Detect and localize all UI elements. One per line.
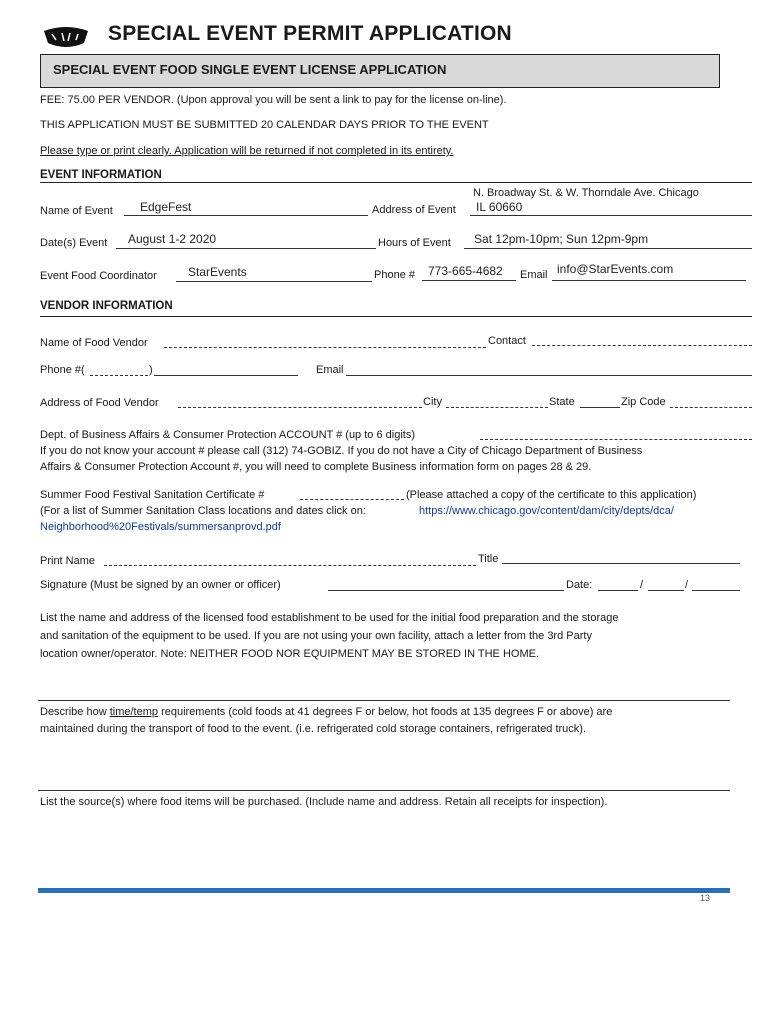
vendor-city-label: City	[423, 396, 442, 408]
certificate-link[interactable]: https://www.chicago.gov/content/dam/city/depts/dca/	[419, 505, 674, 517]
account-note-1: If you do not know your account # please call (312) 74-GOBIZ. If you do not have a City of Chicago Department of Business	[40, 445, 643, 457]
vendor-state-field[interactable]	[580, 407, 620, 408]
section-divider	[40, 316, 752, 317]
vendor-city-field[interactable]	[446, 407, 548, 408]
coordinator-email-label: Email	[520, 269, 548, 281]
sources-question: List the source(s) where food items will be purchased. (Include name and address. Retain all receipts for inspection).	[40, 796, 608, 808]
city-logo	[42, 25, 90, 49]
facility-question-2: and sanitation of the equipment to be used. If you are not using your own facility, attach a letter from the 3rd Party	[40, 630, 592, 642]
event-name-label: Name of Event	[40, 205, 113, 217]
event-name-field[interactable]: EdgeFest	[140, 200, 192, 214]
date-label: Date:	[566, 579, 593, 591]
footer-accent-bar	[38, 888, 730, 893]
vendor-address-field[interactable]	[178, 407, 422, 408]
form-subtitle: SPECIAL EVENT FOOD SINGLE EVENT LICENSE APPLICATION	[53, 62, 447, 77]
coordinator-field[interactable]: StarEvents	[188, 265, 247, 279]
title-field[interactable]	[502, 563, 740, 564]
fee-text: FEE: 75.00 PER VENDOR. (Upon approval you will be sent a link to pay for the license on-line).	[40, 94, 507, 106]
date-day-field[interactable]	[648, 590, 684, 591]
section-divider	[40, 182, 752, 183]
form-subtitle-box	[40, 54, 720, 88]
date-separator: /	[640, 579, 644, 591]
signature-field[interactable]	[328, 590, 564, 591]
facility-question-1: List the name and address of the licensed food establishment to be used for the initial food preparation and the storage	[40, 612, 619, 624]
account-note-2: Affairs & Consumer Protection Account #, you will need to complete Business information form on pages 28 & 29.	[40, 461, 592, 473]
vendor-info-heading: VENDOR INFORMATION	[40, 300, 173, 312]
temp-question-prefix: Describe how	[40, 706, 107, 718]
title-label: Title	[478, 553, 499, 565]
coordinator-phone-field[interactable]: 773-665-4682	[428, 264, 503, 278]
certificate-link-cont[interactable]: Neighborhood%20Festivals/summersanprovd.pdf	[40, 521, 281, 533]
vendor-name-label: Name of Food Vendor	[40, 337, 148, 349]
facility-answer-line[interactable]	[38, 700, 730, 701]
vendor-phone-field[interactable]	[154, 375, 298, 376]
coordinator-phone-line	[422, 280, 516, 281]
vendor-zip-label: Zip Code	[621, 396, 666, 408]
event-address-field[interactable]: IL 60660	[476, 200, 523, 214]
vendor-address-label: Address of Food Vendor	[40, 397, 159, 409]
event-address-label: Address of Event	[372, 204, 456, 216]
vendor-state-label: State	[549, 396, 575, 408]
vendor-phone-area-field[interactable]	[90, 375, 148, 376]
event-dates-line	[116, 248, 376, 249]
event-dates-label: Date(s) Event	[40, 237, 108, 249]
event-hours-field[interactable]: Sat 12pm-10pm; Sun 12pm-9pm	[474, 232, 649, 246]
print-name-field[interactable]	[104, 565, 476, 566]
event-dates-field[interactable]: August 1-2 2020	[128, 232, 217, 246]
event-address-line1[interactable]: N. Broadway St. & W. Thorndale Ave. Chicago	[473, 187, 699, 199]
event-info-heading: EVENT INFORMATION	[40, 169, 162, 181]
temp-question-2: maintained during the transport of food to the event. (i.e. refrigerated cold storage containers, refrigerated truck).	[40, 723, 587, 735]
vendor-contact-label: Contact	[488, 335, 526, 347]
coordinator-email-line	[552, 280, 746, 281]
coordinator-line	[176, 281, 372, 282]
vendor-email-field[interactable]	[346, 375, 752, 376]
event-name-line	[124, 215, 368, 216]
vendor-contact-field[interactable]	[532, 345, 752, 346]
date-month-field[interactable]	[598, 590, 638, 591]
temp-question-1	[40, 706, 612, 718]
vendor-email-label: Email	[316, 364, 344, 376]
vendor-zip-field[interactable]	[670, 407, 752, 408]
account-label: Dept. of Business Affairs & Consumer Protection ACCOUNT # (up to 6 digits)	[40, 429, 415, 441]
vendor-phone-label: Phone #(	[40, 364, 85, 376]
certificate-label: Summer Food Festival Sanitation Certificate #	[40, 489, 265, 501]
temp-question-suffix: requirements (cold foods at 41 degrees F or below, hot foods at 135 degrees F or above) are	[161, 706, 613, 718]
vendor-phone-paren: )	[149, 364, 153, 376]
facility-question-3: location owner/operator. Note: NEITHER FOOD NOR EQUIPMENT MAY BE STORED IN THE HOME.	[40, 648, 540, 660]
vendor-name-field[interactable]	[164, 347, 486, 348]
page-title: SPECIAL EVENT PERMIT APPLICATION	[108, 22, 512, 45]
deadline-text: THIS APPLICATION MUST BE SUBMITTED 20 CALENDAR DAYS PRIOR TO THE EVENT	[40, 119, 489, 131]
date-separator: /	[685, 579, 689, 591]
date-year-field[interactable]	[692, 590, 740, 591]
coordinator-phone-label: Phone #	[374, 269, 415, 281]
event-address-line	[470, 215, 752, 216]
account-number-field[interactable]	[480, 439, 752, 440]
coordinator-label: Event Food Coordinator	[40, 270, 157, 282]
page-number: 13	[700, 893, 711, 903]
instructions-text: Please type or print clearly. Application will be returned if not completed in its entirety.	[40, 145, 454, 157]
event-hours-label: Hours of Event	[378, 237, 451, 249]
print-name-label: Print Name	[40, 555, 96, 567]
temp-answer-line[interactable]	[38, 790, 730, 791]
certificate-note: (Please attached a copy of the certificate to this application)	[406, 489, 697, 501]
temp-question-underlined: time/temp	[109, 706, 158, 718]
signature-label: Signature (Must be signed by an owner or officer)	[40, 579, 281, 591]
certificate-list-note: (For a list of Summer Sanitation Class locations and dates click on:	[40, 505, 366, 517]
certificate-number-field[interactable]	[300, 499, 404, 500]
event-hours-line	[464, 248, 752, 249]
coordinator-email-field[interactable]: info@StarEvents.com	[557, 262, 674, 276]
